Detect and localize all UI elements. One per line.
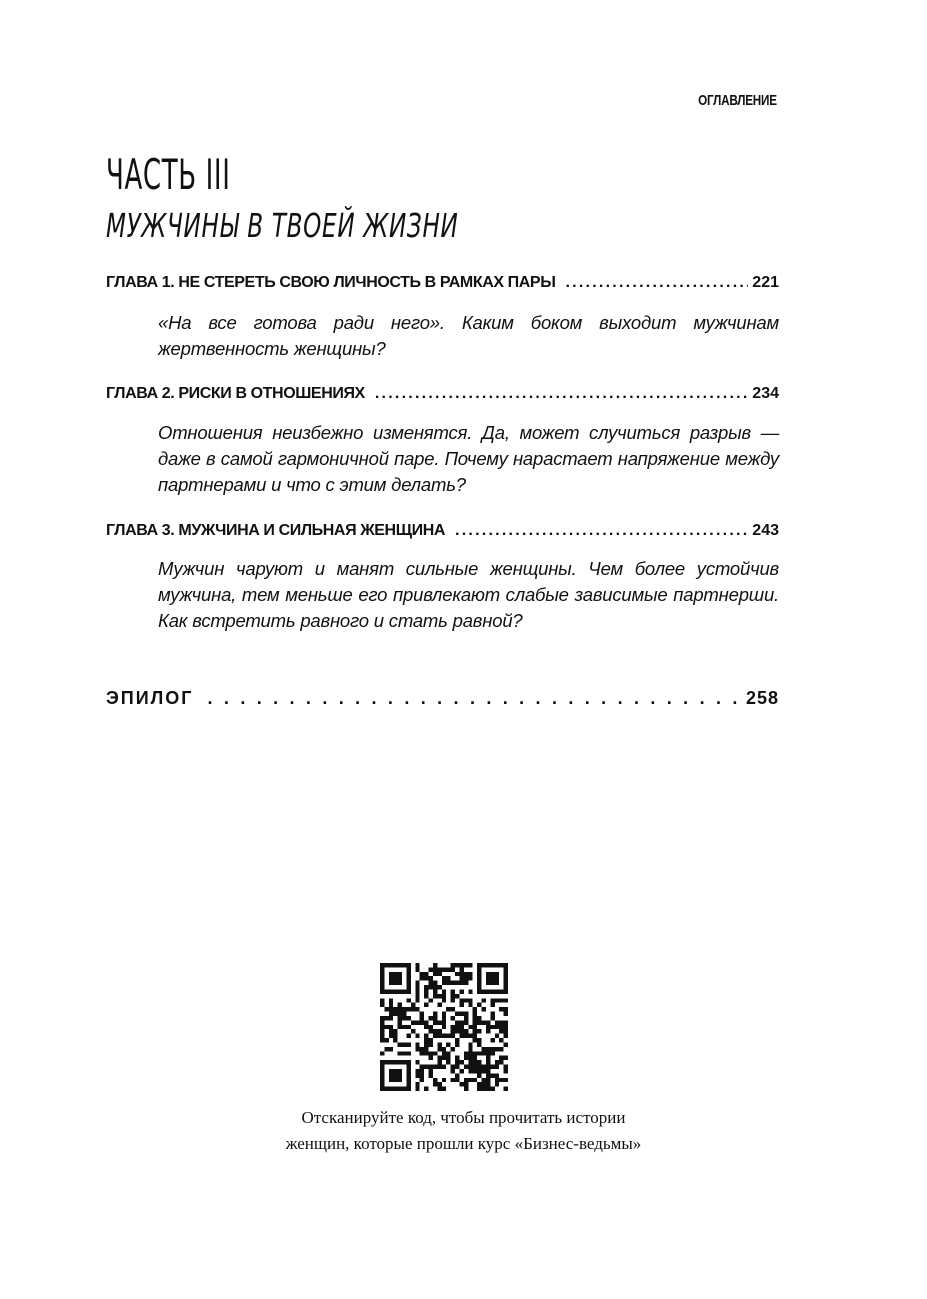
page-number: 221: [752, 274, 779, 291]
qr-caption: [200, 1105, 727, 1157]
page-number: 258: [745, 688, 779, 708]
chapter-title: ГЛАВА 1. НЕ СТЕРЕТЬ СВОЮ ЛИЧНОСТЬ В РАМКАХ ПАРЫ: [106, 274, 556, 291]
qr-caption-line-2: женщин, которые прошли курс «Бизнес-ведьмы»: [285, 1134, 642, 1153]
toc-entry-chapter-2[interactable]: [106, 385, 779, 403]
dot-leader: [208, 688, 738, 709]
toc-entry-epilog[interactable]: [106, 688, 779, 709]
running-head: ОГЛАВЛЕНИЕ: [698, 92, 777, 109]
chapter-description: Отношения неизбежно изменятся. Да, может случиться разрыв — даже в самой гармоничной паре. Почему нарастает напряжение между партнерами и что с этим делать?: [158, 422, 779, 495]
chapter-description: «На все готова ради него». Каким боком выходит мужчинам жертвенность женщины?: [158, 312, 779, 359]
qr-code-icon[interactable]: [380, 963, 508, 1091]
page-number: 234: [752, 385, 779, 402]
qr-caption-line-1: Отсканируйте код, чтобы прочитать истории: [301, 1108, 626, 1127]
epilog-title: ЭПИЛОГ: [106, 688, 194, 708]
page-number: 243: [752, 522, 779, 539]
dot-leader: [455, 522, 748, 540]
dot-leader: [375, 385, 748, 403]
toc-entry-chapter-3[interactable]: [106, 522, 779, 540]
part-subtitle: МУЖЧИНЫ В ТВОЕЙ ЖИЗНИ: [106, 206, 459, 245]
chapter-title: ГЛАВА 2. РИСКИ В ОТНОШЕНИЯХ: [106, 385, 365, 402]
toc-entry-chapter-1[interactable]: [106, 274, 779, 292]
chapter-description: Мужчин чаруют и манят сильные женщины. Чем более устойчив мужчина, тем меньше его привлекают слабые зависимые партнерши. Как встретить равного и стать равной?: [158, 558, 779, 631]
chapter-title: ГЛАВА 3. МУЖЧИНА И СИЛЬНАЯ ЖЕНЩИНА: [106, 522, 446, 539]
part-title: ЧАСТЬ III: [106, 150, 231, 199]
dot-leader: [565, 274, 748, 292]
